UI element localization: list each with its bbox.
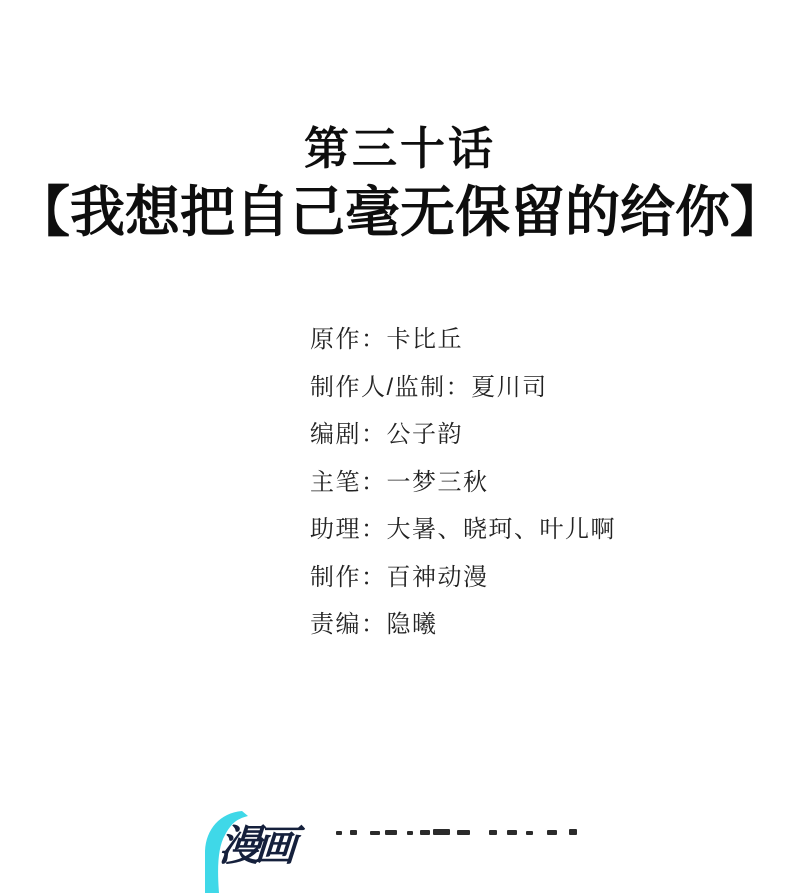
cropped-text-fragment	[336, 831, 342, 835]
credit-line-lead-artist: 主笔：一梦三秋	[310, 468, 489, 496]
logo-glyphs: 漫画	[217, 822, 293, 869]
chapter-title: 【我想把自己毫无保留的给你】	[14, 181, 785, 243]
credit-line-editor: 责编：隐曦	[310, 611, 438, 638]
credit-line-original-author: 原作：卡比丘	[310, 326, 463, 353]
manga-app-logo-icon	[202, 809, 293, 893]
cropped-text-fragment	[385, 830, 397, 835]
credit-line-assistants: 助理：大暑、晓珂、叶儿啊	[310, 516, 616, 543]
cropped-text-fragments	[0, 823, 800, 835]
credit-line-producer: 制作人/监制：夏川司	[310, 373, 548, 401]
credit-line-screenwriter: 编剧：公子韵	[310, 421, 463, 448]
cropped-text-fragment	[420, 830, 430, 835]
credit-line-production: 制作：百神动漫	[310, 563, 489, 591]
cropped-text-fragment	[507, 830, 517, 835]
cropped-text-fragment	[433, 829, 450, 835]
cropped-text-fragment	[370, 831, 380, 835]
credits-list	[310, 316, 616, 649]
cropped-text-fragment	[547, 830, 557, 835]
cropped-text-fragment	[569, 829, 577, 835]
cropped-text-fragment	[350, 830, 357, 835]
cropped-text-fragment	[526, 831, 533, 835]
cropped-text-fragment	[407, 831, 413, 835]
chapter-number: 第三十话	[303, 123, 496, 174]
cropped-text-fragment	[489, 830, 497, 835]
cropped-text-fragment	[457, 830, 470, 835]
